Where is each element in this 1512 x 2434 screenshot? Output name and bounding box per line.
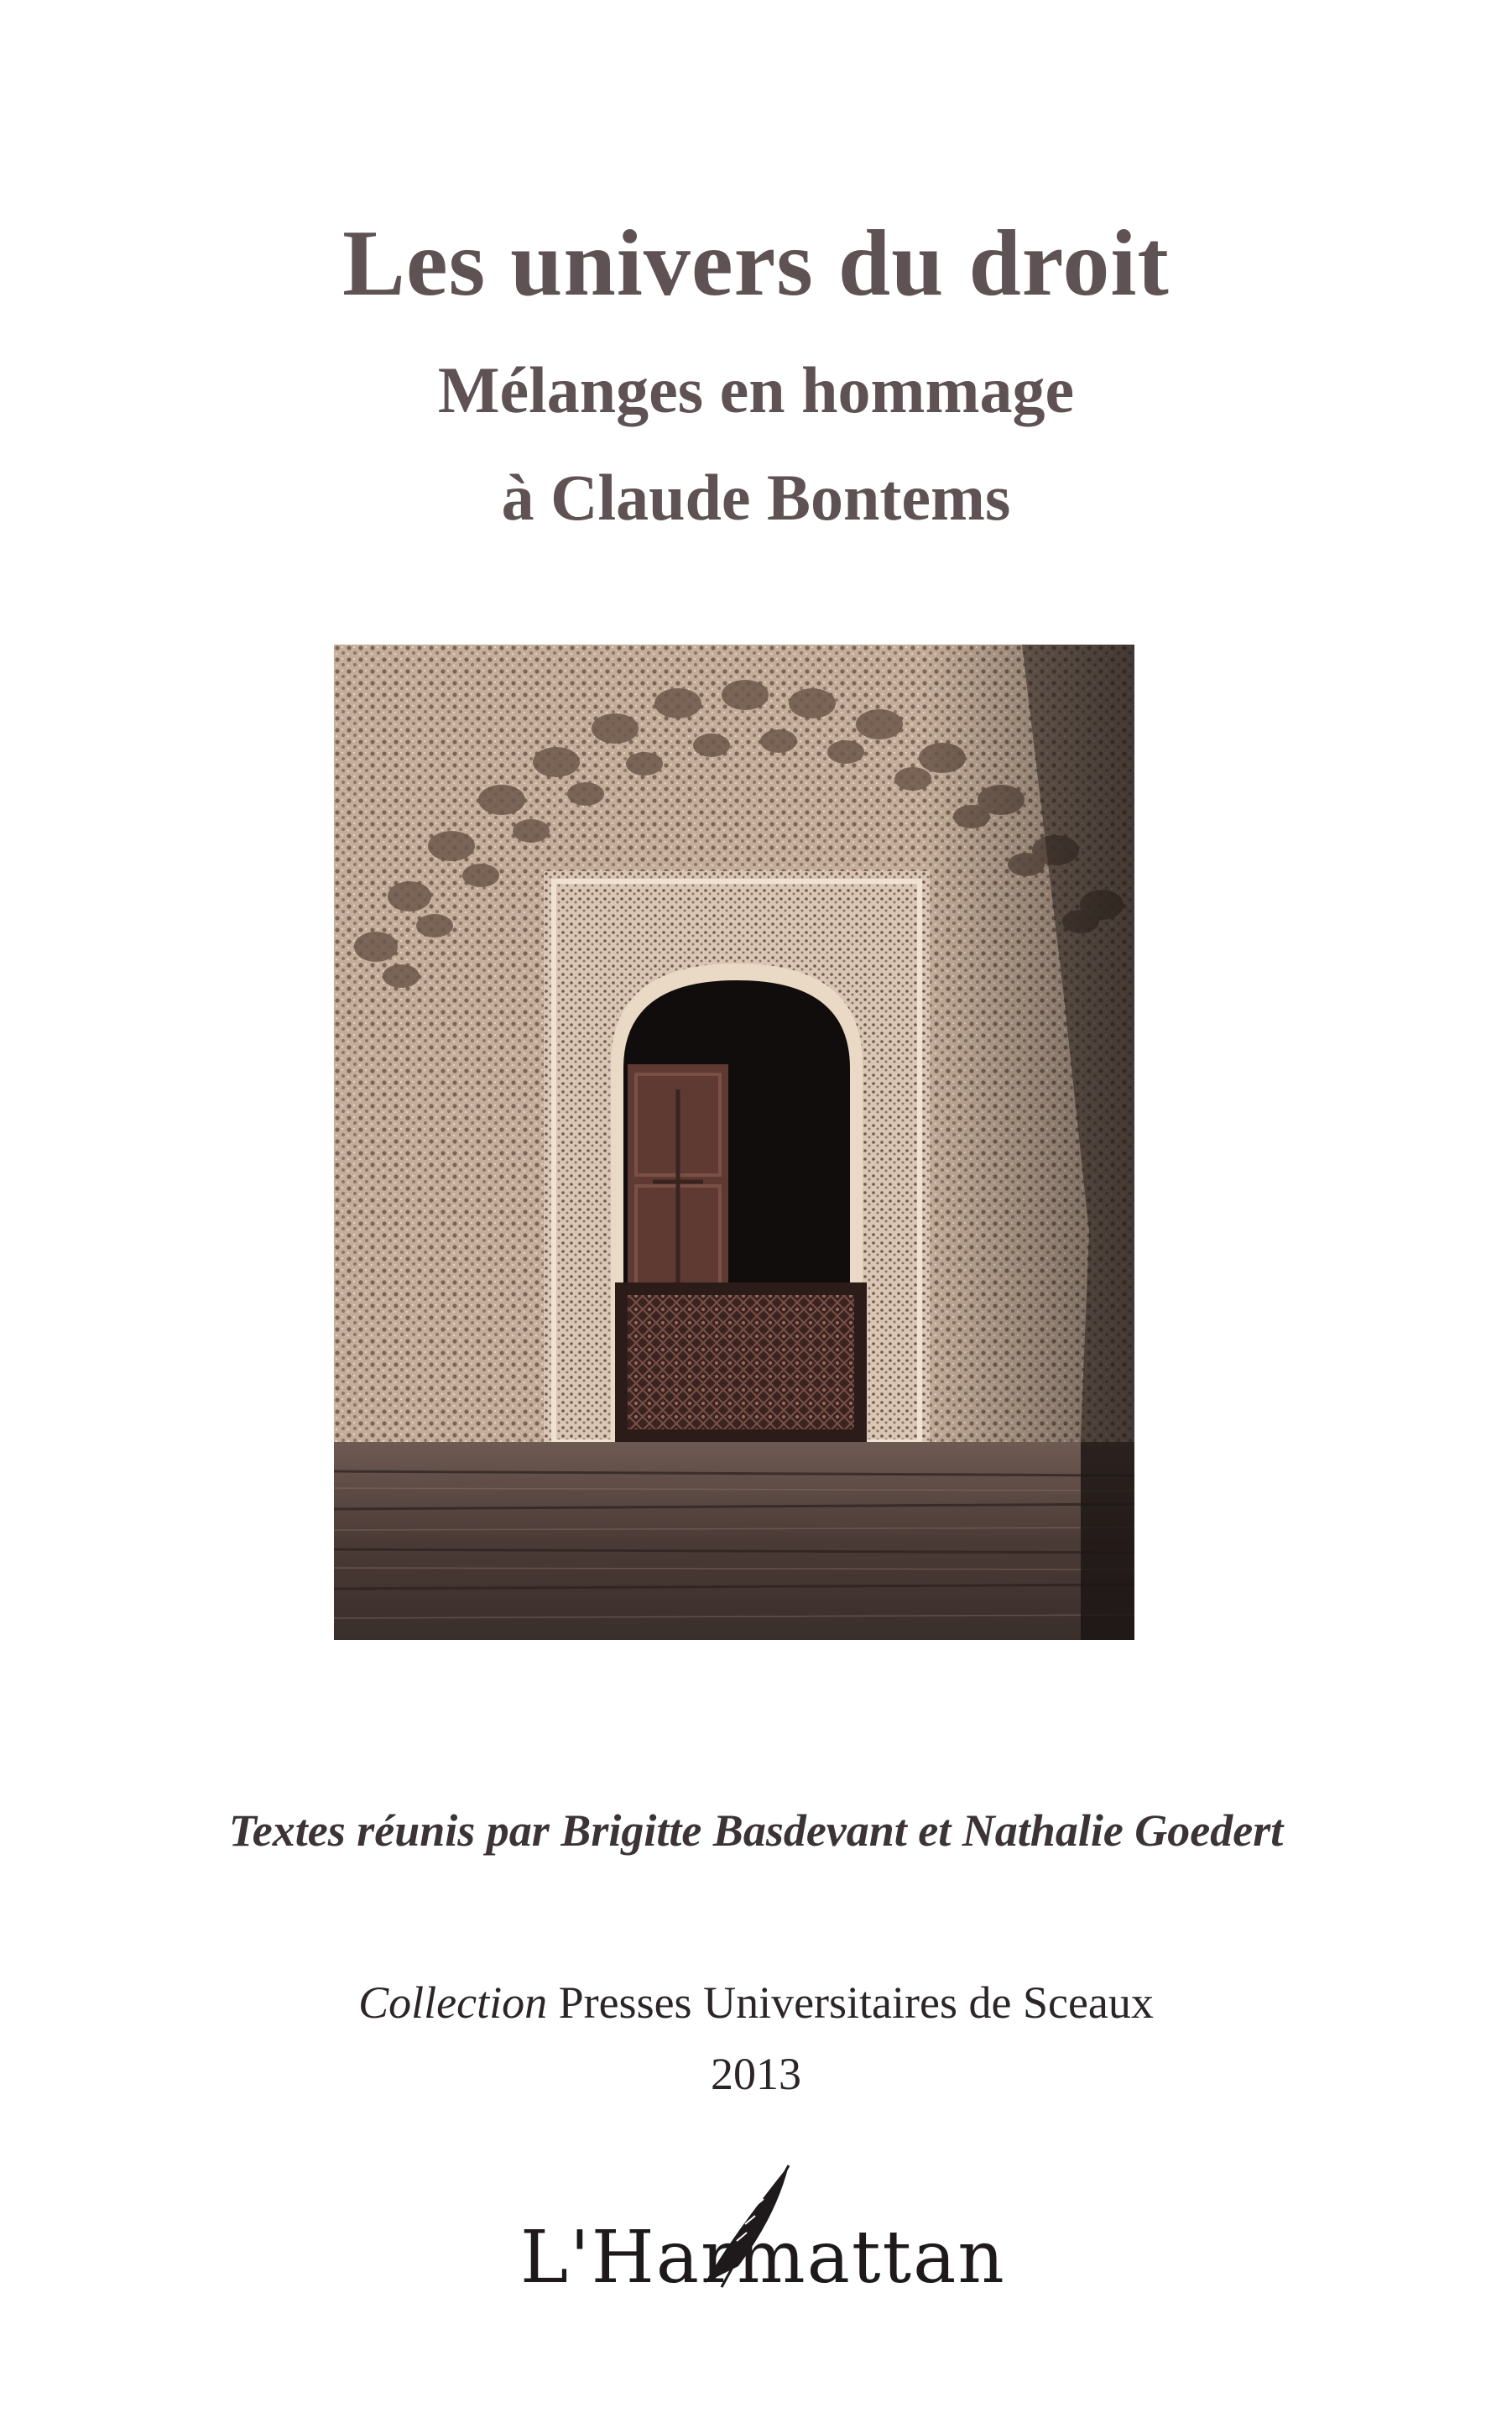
editors-credit: Textes réunis par Brigitte Basdevant et Nathalie Goedert — [228, 1805, 1284, 1856]
collection-label: Collection — [358, 1977, 548, 2028]
book-subtitle-line-1: Mélanges en hommage — [437, 353, 1075, 426]
book-subtitle-line-2: à Claude Bontems — [501, 461, 1011, 534]
collection-name: Presses Universitaires de Sceaux — [558, 1977, 1154, 2028]
collection-line — [0, 1977, 1512, 2029]
publisher-name: L'Harmattan — [520, 2216, 1006, 2300]
book-title: Les univers du droit — [342, 212, 1170, 316]
cover-photo — [334, 645, 1134, 1640]
publication-year: 2013 — [711, 2049, 801, 2099]
